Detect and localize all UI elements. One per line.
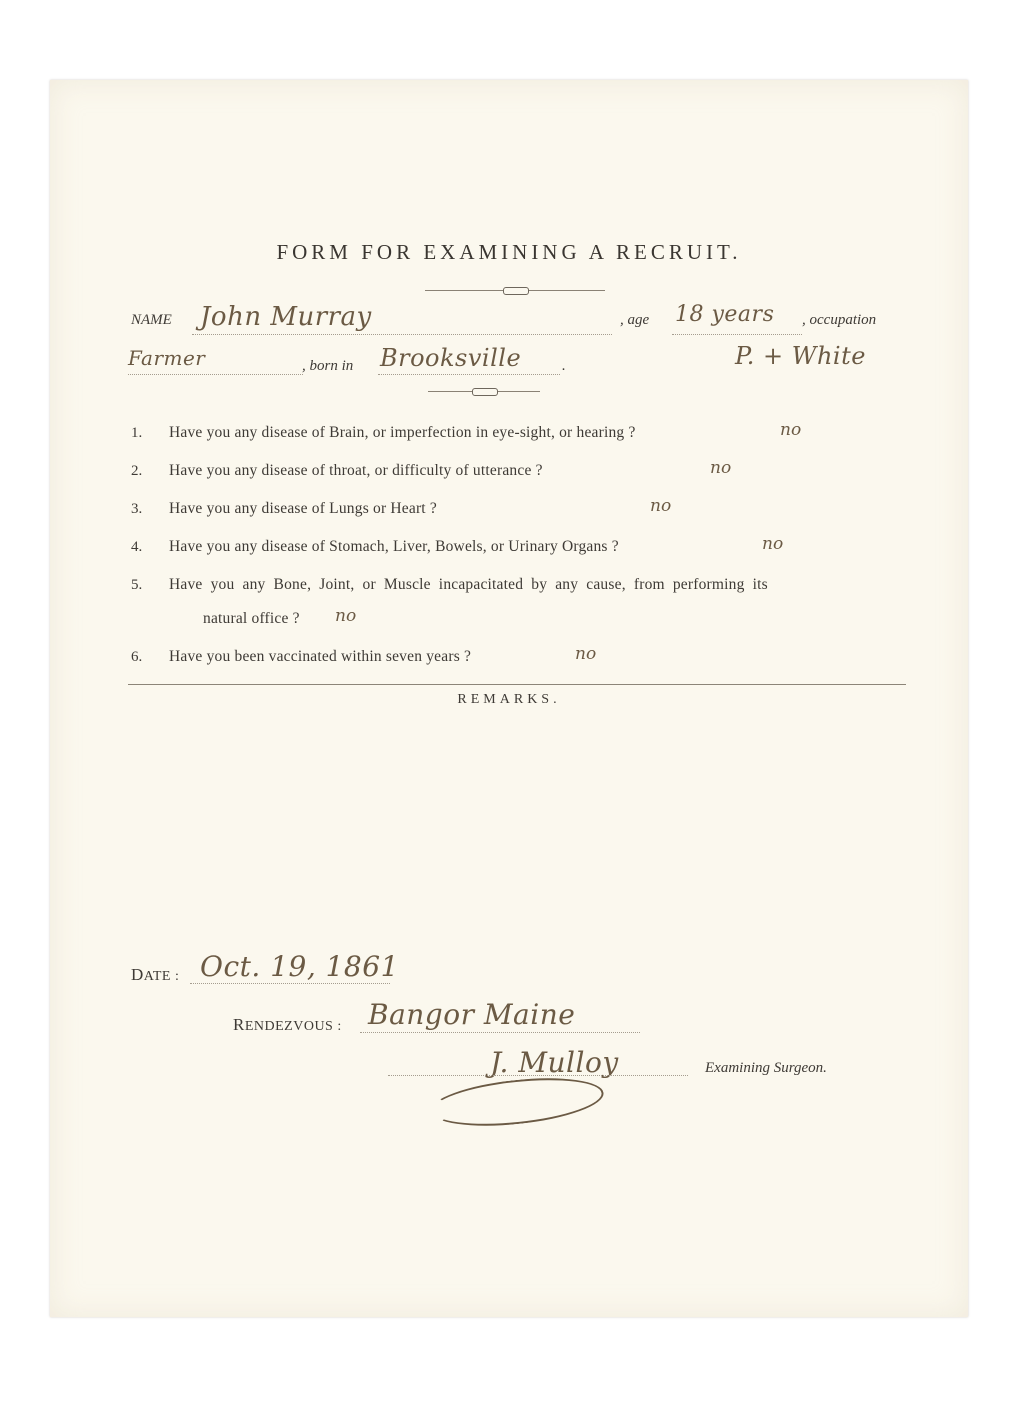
name-label: NAME [131, 312, 172, 328]
question-1-answer: no [780, 420, 802, 440]
remarks-divider [128, 684, 906, 685]
rendezvous-label-rest: ENDEZVOUS : [244, 1019, 342, 1034]
question-2-answer: no [710, 458, 732, 478]
form-sheet [50, 80, 968, 1317]
occupation-dotline [128, 374, 303, 375]
question-3-number: 3. [131, 501, 143, 517]
question-4-answer: no [762, 534, 784, 554]
surgeon-signature: J. Mulloy [490, 1046, 619, 1079]
question-4-number: 4. [131, 539, 143, 555]
question-6-text: Have you been vaccinated within seven years ? [169, 648, 472, 665]
question-2-text: Have you any disease of throat, or difficulty of utterance ? [169, 462, 543, 479]
question-1-text: Have you any disease of Brain, or imperfection in eye-sight, or hearing ? [169, 424, 636, 441]
born-end: . [562, 358, 566, 374]
date-value: Oct. 19, 1861 [200, 950, 399, 983]
age-dotline [672, 334, 802, 335]
rendezvous-dotline [360, 1032, 640, 1033]
born-value: Brooksville [380, 344, 522, 372]
header-ornament [472, 388, 498, 396]
date-label [131, 965, 179, 985]
form-title: FORM FOR EXAMINING A RECRUIT. [276, 240, 742, 264]
question-3-answer: no [650, 496, 672, 516]
remarks-heading: REMARKS. [457, 692, 561, 707]
question-5-text-continued: natural office ? [203, 610, 300, 627]
question-6-number: 6. [131, 649, 143, 665]
question-1-number: 1. [131, 425, 143, 441]
rendezvous-value: Bangor Maine [368, 998, 576, 1031]
surgeon-dotline [388, 1075, 688, 1076]
title-ornament [503, 287, 529, 295]
rendezvous-label [233, 1015, 342, 1035]
name-dotline [192, 334, 612, 335]
name-value: John Murray [200, 302, 372, 332]
extra-handwritten-value: P. + White [735, 342, 866, 370]
question-5-text: Have you any Bone, Joint, or Muscle incapacitated by any cause, from performing its [169, 576, 768, 593]
question-4-text: Have you any disease of Stomach, Liver, Bowels, or Urinary Organs ? [169, 538, 619, 555]
born-label: , born in [302, 358, 354, 374]
signature-flourish [428, 1071, 606, 1133]
question-2-number: 2. [131, 463, 143, 479]
date-label-initial: D [131, 965, 144, 984]
question-5-number: 5. [131, 577, 143, 593]
born-dotline [378, 374, 560, 375]
examining-surgeon-label: Examining Surgeon. [705, 1060, 827, 1076]
question-6-answer: no [575, 644, 597, 664]
occupation-value: Farmer [128, 346, 206, 370]
occupation-label: , occupation [802, 312, 877, 328]
age-value: 18 years [675, 302, 775, 327]
date-dotline [190, 983, 390, 984]
date-label-rest: ATE : [143, 969, 180, 984]
rendezvous-label-initial: R [233, 1015, 245, 1034]
question-5-answer: no [335, 606, 357, 626]
age-label: , age [620, 312, 650, 328]
question-3-text: Have you any disease of Lungs or Heart ? [169, 500, 437, 517]
